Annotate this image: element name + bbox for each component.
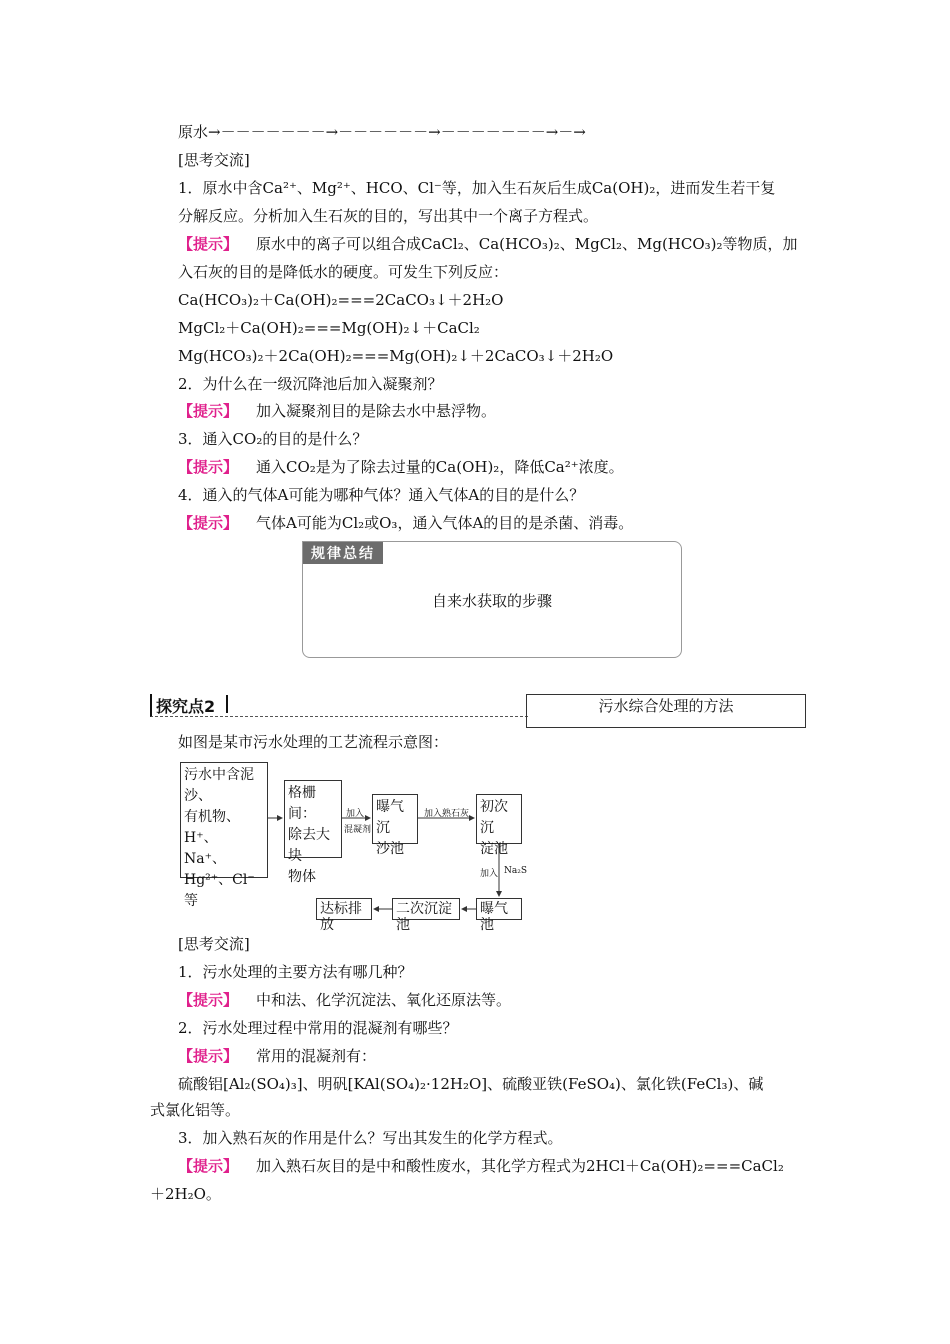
box-aeration-tank: 曝气池 xyxy=(476,898,522,920)
section-2-header xyxy=(150,694,806,728)
box-primary-settling-line: 初次沉 xyxy=(480,799,508,836)
box-discharge: 达标排放 xyxy=(316,898,372,920)
s2-question-3: 3．加入熟石灰的作用是什么？写出其发生的化学方程式。 xyxy=(178,1129,563,1147)
hint-label: 【提示】 xyxy=(178,402,239,420)
arrow-label-na2s: Na₂S xyxy=(504,866,528,876)
box-primary-settling-line: 淀池 xyxy=(480,841,508,857)
think-header-1: [思考交流] xyxy=(178,151,250,169)
answer-2 xyxy=(178,401,496,421)
s2-answer-2 xyxy=(178,1046,376,1066)
hint-label: 【提示】 xyxy=(178,1047,239,1065)
s2-question-1: 1．污水处理的主要方法有哪几种？ xyxy=(178,963,413,981)
box-aerated-grit-line: 沙池 xyxy=(376,841,404,857)
equation-2: MgCl₂＋Ca(OH)₂===Mg(OH)₂↓＋CaCl₂ xyxy=(178,319,480,337)
s2-coagulant-list-a: 硫酸铝[Al₂(SO₄)₃]、明矾[KAl(SO₄)₂·12H₂O]、硫酸亚铁(FeSO₄)、氯化铁(FeCl₃)、碱 xyxy=(178,1075,764,1093)
summary-text: 自来水获取的步骤 xyxy=(431,592,552,610)
raw-water-arrows: →－－－－－－－→－－－－－－→－－－－－－－→－→ xyxy=(208,123,586,141)
answer-4-text: 气体A可能为Cl₂或O₃，通入气体A的目的是杀菌、消毒。 xyxy=(256,514,634,532)
box-raw-sewage-line: Na⁺、Hg²⁺、Cl⁻ xyxy=(184,851,255,888)
box-grille-line: 物体 xyxy=(288,869,316,885)
question-4: 4．通入的气体A可能为哪种气体？通入气体A的目的是什么？ xyxy=(178,486,585,504)
hint-label: 【提示】 xyxy=(178,235,239,253)
answer-3 xyxy=(178,457,624,477)
flow-intro: 如图是某市污水处理的工艺流程示意图： xyxy=(178,733,449,751)
equation-1: Ca(HCO₃)₂＋Ca(OH)₂===2CaCO₃↓＋2H₂O xyxy=(178,291,504,309)
box-raw-sewage-line: 等 xyxy=(184,893,198,909)
question-1a: 1．原水中含Ca²⁺、Mg²⁺、HCO、Cl⁻等，加入生石灰后生成Ca(OH)₂，进而发生若干复 xyxy=(178,179,776,197)
s2-coagulant-list-b: 式氯化铝等。 xyxy=(150,1101,241,1119)
flow-diagram xyxy=(178,760,538,933)
box-aerated-grit-line: 曝气沉 xyxy=(376,799,404,836)
box-raw-sewage-line: 污水中含泥沙、 xyxy=(184,767,254,804)
arrow-label-coagulant: 混凝剂 xyxy=(344,825,372,835)
hint-label: 【提示】 xyxy=(178,458,239,476)
summary-box xyxy=(302,541,682,658)
question-1b: 分解反应。分析加入生石灰的目的，写出其中一个离子方程式。 xyxy=(178,207,599,225)
s2-question-2: 2．污水处理过程中常用的混凝剂有哪些？ xyxy=(178,1019,458,1037)
arrow-label-add: 加入 xyxy=(346,809,365,819)
raw-water-flow xyxy=(178,122,586,142)
section-title: 污水综合处理的方法 xyxy=(526,694,806,728)
answer-1a xyxy=(178,234,798,254)
s2-answer-2-text: 常用的混凝剂有： xyxy=(256,1047,377,1065)
section-badge: 探究点2 xyxy=(156,697,216,716)
box-raw-sewage-line: 有机物、H⁺、 xyxy=(184,809,240,846)
answer-2-text: 加入凝聚剂目的是除去水中悬浮物。 xyxy=(256,402,497,420)
box-grille-line: 除去大块 xyxy=(288,827,330,864)
answer-1a-text: 原水中的离子可以组合成CaCl₂、Ca(HCO₃)₂、MgCl₂、Mg(HCO₃)₂等物质，加 xyxy=(256,235,798,253)
s2-answer-3 xyxy=(178,1156,784,1176)
flow-arrows xyxy=(178,760,538,922)
question-3: 3．通入CO₂的目的是什么？ xyxy=(178,430,368,448)
think-header-2: [思考交流] xyxy=(178,935,250,953)
hint-label: 【提示】 xyxy=(178,991,239,1009)
hint-label: 【提示】 xyxy=(178,514,239,532)
arrow-label-add-2: 加入 xyxy=(480,869,499,879)
summary-tab: 规律总结 xyxy=(303,542,383,564)
s2-answer-3b: ＋2H₂O。 xyxy=(150,1185,221,1203)
box-grille-line: 格栅间： xyxy=(288,785,316,822)
equation-3: Mg(HCO₃)₂＋2Ca(OH)₂===Mg(OH)₂↓＋2CaCO₃↓＋2H₂O xyxy=(178,347,614,365)
s2-answer-1-text: 中和法、化学沉淀法、氧化还原法等。 xyxy=(256,991,512,1009)
answer-3-text: 通入CO₂是为了除去过量的Ca(OH)₂，降低Ca²⁺浓度。 xyxy=(256,458,624,476)
raw-water-label: 原水 xyxy=(178,123,209,141)
box-secondary-settling: 二次沉淀池 xyxy=(392,898,460,920)
s2-answer-3-text: 加入熟石灰目的是中和酸性废水，其化学方程式为2HCl＋Ca(OH)₂===CaCl₂ xyxy=(256,1157,784,1175)
arrow-label-lime: 加入熟石灰 xyxy=(424,809,470,819)
answer-4 xyxy=(178,513,633,533)
s2-answer-1 xyxy=(178,990,511,1010)
answer-1b: 入石灰的目的是降低水的硬度。可发生下列反应： xyxy=(178,263,509,281)
hint-label: 【提示】 xyxy=(178,1157,239,1175)
question-2: 2．为什么在一级沉降池后加入凝聚剂？ xyxy=(178,375,443,393)
